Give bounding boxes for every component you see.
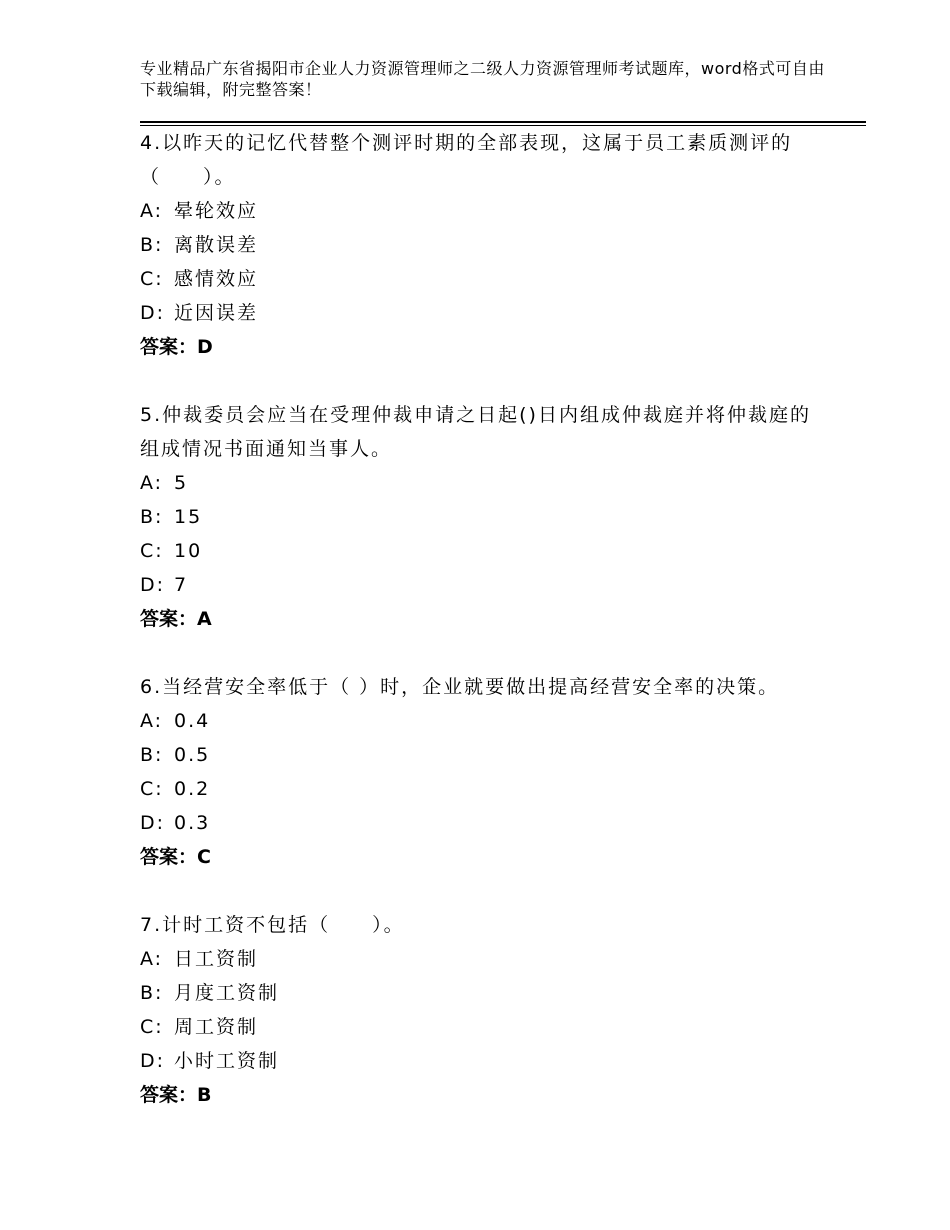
option-letter: A: <box>140 948 164 970</box>
option-text: 日工资制 <box>174 948 259 970</box>
option-letter: B: <box>140 744 164 766</box>
option-d <box>140 1044 820 1078</box>
question-stem: 4.以昨天的记忆代替整个测评时期的全部表现，这属于员工素质测评的（ ）。 <box>140 132 793 188</box>
option-text: 近因误差 <box>174 302 259 324</box>
question-5 <box>140 398 820 636</box>
option-c <box>140 534 820 568</box>
option-text: 0.3 <box>174 812 211 834</box>
answer: 答案：C <box>140 846 211 868</box>
option-text: 15 <box>174 506 203 528</box>
question-stem: 5.仲裁委员会应当在受理仲裁申请之日起()日内组成仲裁庭并将仲裁庭的组成情况书面通知当事人。 <box>140 404 811 460</box>
option-a <box>140 942 820 976</box>
option-c <box>140 772 820 806</box>
option-text: 0.2 <box>174 778 211 800</box>
question-4 <box>140 126 820 364</box>
option-letter: D: <box>140 574 166 596</box>
option-text: 感情效应 <box>174 268 259 290</box>
option-b <box>140 738 820 772</box>
option-letter: A: <box>140 472 164 494</box>
option-text: 10 <box>174 540 203 562</box>
option-letter: C: <box>140 778 164 800</box>
option-c <box>140 1010 820 1044</box>
answer: 答案：D <box>140 336 213 358</box>
question-7 <box>140 908 820 1112</box>
option-letter: B: <box>140 982 164 1004</box>
option-letter: D: <box>140 1050 166 1072</box>
option-a <box>140 704 820 738</box>
option-letter: C: <box>140 540 164 562</box>
option-letter: A: <box>140 200 164 222</box>
option-letter: C: <box>140 1016 164 1038</box>
option-letter: B: <box>140 506 164 528</box>
option-text: 晕轮效应 <box>174 200 259 222</box>
option-b <box>140 976 820 1010</box>
option-letter: B: <box>140 234 164 256</box>
option-a <box>140 466 820 500</box>
option-letter: D: <box>140 812 166 834</box>
question-list <box>140 126 820 1146</box>
option-letter: A: <box>140 710 164 732</box>
answer: 答案：B <box>140 1084 212 1106</box>
option-text: 7 <box>174 574 189 596</box>
header-rule <box>140 121 866 123</box>
option-d <box>140 296 820 330</box>
option-d <box>140 568 820 602</box>
option-a <box>140 194 820 228</box>
question-stem: 6.当经营安全率低于（ ）时，企业就要做出提高经营安全率的决策。 <box>140 676 780 698</box>
answer: 答案：A <box>140 608 212 630</box>
option-b <box>140 500 820 534</box>
option-d <box>140 806 820 840</box>
option-letter: D: <box>140 302 166 324</box>
option-b <box>140 228 820 262</box>
option-text: 周工资制 <box>174 1016 259 1038</box>
question-6 <box>140 670 820 874</box>
option-text: 离散误差 <box>174 234 259 256</box>
option-text: 小时工资制 <box>174 1050 280 1072</box>
option-text: 5 <box>174 472 189 494</box>
option-text: 0.5 <box>174 744 211 766</box>
option-text: 0.4 <box>174 710 211 732</box>
option-text: 月度工资制 <box>174 982 280 1004</box>
option-letter: C: <box>140 268 164 290</box>
question-stem: 7.计时工资不包括（ ）。 <box>140 914 405 936</box>
page-header: 专业精品广东省揭阳市企业人力资源管理师之二级人力资源管理师考试题库，word格式可自由下载编辑，附完整答案！ <box>140 59 825 99</box>
option-c <box>140 262 820 296</box>
